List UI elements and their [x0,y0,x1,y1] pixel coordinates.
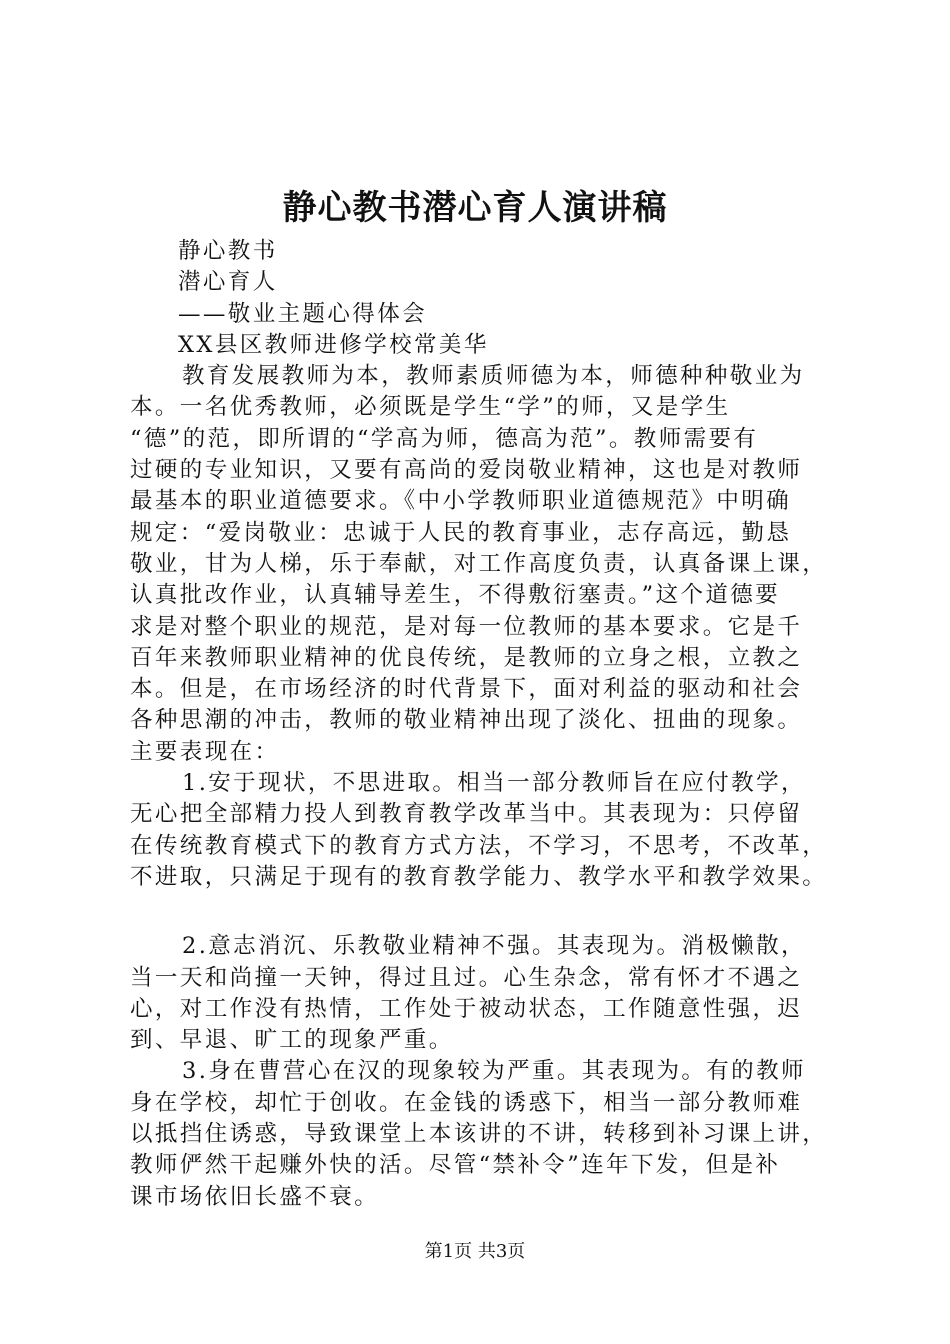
paragraph-spacer [130,893,832,931]
paragraph-item-3 [130,1056,832,1212]
paragraph-line: 本。一名优秀教师，必须既是学生“学”的师，又是学生 [130,394,731,421]
paragraph-line: 各种思潮的冲击，教师的敬业精神出现了淡化、扭曲的现象。 [130,707,803,734]
paragraph-line: 课市场依旧长盛不衰。 [130,1183,380,1210]
paragraph-line: “德”的范，即所谓的“学高为师，德高为范”。教师需要有 [130,425,759,452]
paragraph-line: 敬业，甘为人梯，乐于奉献，对工作高度负责，认真备课上课， [130,550,828,577]
paragraph-line: 不进取，只满足于现有的教育教学能力、教学水平和教学效果。 [130,863,828,890]
paragraph-line: 主要表现在： [130,738,280,765]
subtitle-block [130,236,832,361]
subtitle-line: 潜心育人 [178,269,278,296]
paragraph-line: 到、早退、旷工的现象严重。 [130,1027,454,1054]
paragraph-line: 教育发展教师为本，教师素质师德为本，师德种种敬业为 [182,363,805,390]
paragraph-line: 心，对工作没有热情，工作处于被动状态，工作随意性强，迟 [130,995,803,1022]
paragraph-item-2 [130,931,832,1056]
paragraph-line: 本。但是，在市场经济的时代背景下，面对利益的驱动和社会 [130,676,803,703]
paragraph-line: 求是对整个职业的规范，是对每一位教师的基本要求。它是千 [130,613,803,640]
author-line: XX县区教师进修学校常美华 [178,331,489,358]
document-body [130,236,832,1213]
paragraph-line: 2.意志消沉、乐教敬业精神不强。其表现为。消极懒散， [182,933,806,960]
paragraph-intro [130,361,832,768]
paragraph-line: 在传统教育模式下的教育方式方法，不学习，不思考，不改革， [130,832,828,859]
paragraph-line: 规定：“爱岗敬业：忠诚于人民的教育事业，志存高远，勤恳 [130,519,792,546]
paragraph-line: 认真批改作业，认真辅导差生，不得敷衍塞责。”这个道德要 [130,582,781,609]
paragraph-line: 百年来教师职业精神的优良传统，是教师的立身之根，立教之 [130,644,803,671]
paragraph-line: 无心把全部精力投人到教育教学改革当中。其表现为：只停留 [130,801,803,828]
paragraph-line: 最基本的职业道德要求。《中小学教师职业道德规范》中明确 [130,488,792,515]
paragraph-line: 以抵挡住诱惑，导致课堂上本该讲的不讲，转移到补习课上讲， [130,1121,828,1148]
paragraph-line: 教师俨然干起赚外快的活。尽管“禁补令”连年下发，但是补 [130,1152,781,1179]
paragraph-item-1 [130,768,832,893]
page-footer: 第1页 共3页 [424,1241,526,1262]
paragraph-line: 1.安于现状，不思进取。相当一部分教师旨在应付教学， [182,770,806,797]
paragraph-line: 身在学校，却忙于创收。在金钱的诱惑下，相当一部分教师难 [130,1089,803,1116]
document-title: 静心教书潜心育人演讲稿 [282,188,668,228]
paragraph-line: 当一天和尚撞一天钟，得过且过。心生杂念，常有怀才不遇之 [130,964,803,991]
paragraph-line: 3.身在曹营心在汉的现象较为严重。其表现为。有的教师 [182,1058,806,1085]
subtitle-line: 静心教书 [178,238,278,264]
subtitle-line: ——敬业主题心得体会 [178,300,428,327]
paragraph-line: 过硬的专业知识，又要有高尚的爱岗敬业精神，这也是对教师 [130,457,803,484]
